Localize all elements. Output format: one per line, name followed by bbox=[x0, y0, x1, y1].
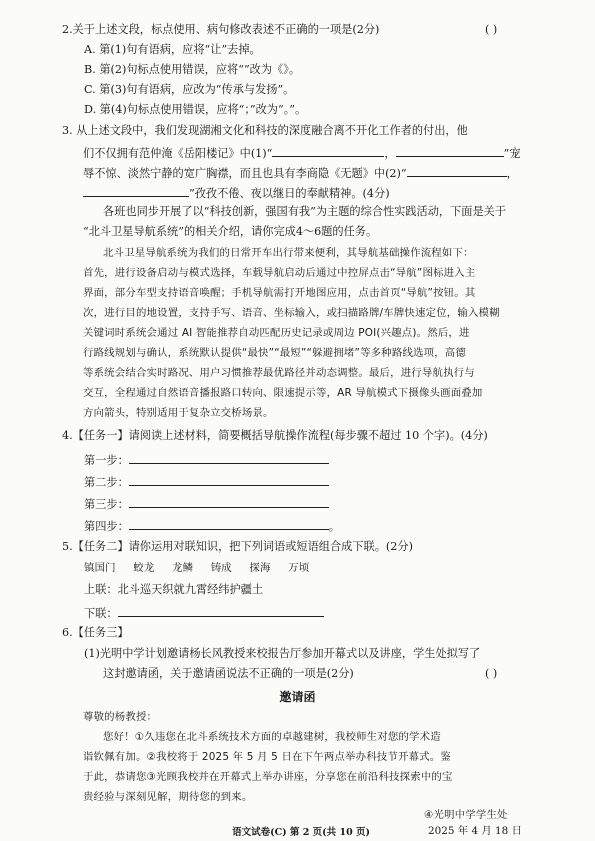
letter-greeting: 尊敬的杨教授： bbox=[83, 711, 158, 723]
q4-end-period: 。 bbox=[328, 520, 340, 533]
passage-line: 行路线规划与确认，系统默认提供“最快”“最短”“躲避拥堵”等多种路线选项，高德 bbox=[83, 347, 466, 359]
letter-body-line: 诣钦佩有加。②我校将于 2025 年 5 月 5 日在下午两点举办科技节开幕式。鉴 bbox=[83, 751, 451, 763]
q4-step-label: 第一步： bbox=[84, 454, 129, 467]
q5-word: 探海 bbox=[249, 562, 271, 574]
q4-step-label: 第四步： bbox=[84, 520, 129, 533]
q3-blank-1b bbox=[396, 145, 504, 157]
q4-step-2 bbox=[84, 474, 329, 488]
q2-stem: 2.关于上述文段，标点使用、病句修改表述不正确的一项是(2分) bbox=[62, 23, 380, 36]
q3-line3 bbox=[83, 165, 518, 179]
q3-line2 bbox=[83, 145, 521, 159]
q3-line4-text: ”孜孜不倦、夜以继日的奉献精神。(4分) bbox=[189, 187, 390, 200]
q3-line4 bbox=[83, 185, 390, 199]
q4-stem: 4.【任务一】请阅读上述材料，简要概括导航操作流程(每步骤不超过 10 个字)。(4分) bbox=[62, 429, 488, 442]
intro-line2: “北斗卫星导航系统”的相关介绍，请你完成4～6题的任务。 bbox=[83, 225, 378, 238]
q5-word: 万顷 bbox=[288, 562, 310, 574]
passage-line: 关键词时系统会通过 AI 智能推荐自动匹配历史记录或周边 POI(兴趣点)。然后，进 bbox=[83, 327, 470, 339]
letter-body-line: 贵经验与深刻见解，期待您的到来。 bbox=[83, 791, 253, 803]
q3-blank-2b bbox=[83, 185, 189, 197]
passage-line: 次，进行目的地设置，支持手写、语音、坐标输入，或扫描路牌/车牌快速定位，输入模糊 bbox=[83, 307, 500, 319]
letter-signature: ④光明中学学生处 bbox=[424, 809, 508, 821]
passage-line: 交互，全程通过自然语音播报路口转向、限速提示等，AR 导航模式下摄像头画面叠加 bbox=[83, 387, 483, 399]
q4-answer-line bbox=[129, 452, 329, 464]
q4-step-1 bbox=[84, 452, 329, 466]
q5-word-list bbox=[84, 563, 309, 573]
passage-line: 首先，进行设备启动与模式选择，车载导航启动后通过中控屏点击“导航”图标进入主 bbox=[83, 267, 476, 279]
q6-stem: 6.【任务三】 bbox=[62, 626, 129, 639]
passage-line: 北斗卫星导航系统为我们的日常开车出行带来便利，其导航基础操作流程如下： bbox=[103, 247, 474, 259]
q5-word: 铸成 bbox=[210, 562, 232, 574]
q3-line2-text: 们不仅拥有范仲淹《岳阳楼记》中(1)“ bbox=[83, 147, 273, 160]
q4-answer-line bbox=[129, 474, 329, 486]
q5-lower-label: 下联： bbox=[84, 607, 118, 620]
q3-line2-end: ”宠 bbox=[503, 147, 521, 160]
q4-step-4 bbox=[84, 518, 340, 532]
passage-line: 方向箭头，特别适用于复杂立交桥场景。 bbox=[83, 407, 274, 419]
passage-line: 等系统会结合实时路况、用户习惯推荐最优路径并动态调整。最后，进行导航执行与 bbox=[83, 367, 475, 379]
q2-option-d: D. 第(4)句标点使用错误，应将“；”改为“。”。 bbox=[84, 103, 307, 116]
q3-line3-text: 辱不惊、淡然宁静的宽广胸襟，而且也具有李商隐《无题》中(2)“ bbox=[83, 167, 407, 180]
letter-body-line: 于此，恭请您③光顾我校并在开幕式上举办讲座，分享您在前沿科技探索中的宝 bbox=[83, 771, 453, 783]
q3-line3-comma: ， bbox=[506, 167, 518, 180]
q6-answer-paren: ( ) bbox=[485, 667, 498, 680]
passage-line: 界面，部分车型支持语音唤醒；手机导航需打开地图应用，点击首页“导航”按钮。其 bbox=[83, 287, 476, 299]
q3-line2-comma: ， bbox=[384, 147, 396, 160]
letter-date: 2025 年 4 月 18 日 bbox=[428, 825, 522, 837]
intro-line1: 各班也同步开展了以“科技创新，强国有我”为主题的综合性实践活动，下面是关于 bbox=[103, 205, 507, 218]
q2-option-c: C. 第(3)句有语病，应改为“传承与发扬”。 bbox=[84, 83, 295, 96]
q2-answer-paren: ( ) bbox=[485, 23, 498, 36]
q5-lower-couplet bbox=[84, 605, 324, 619]
q4-step-label: 第二步： bbox=[84, 476, 129, 489]
q2-option-b: B. 第(2)句标点使用错误，应将“”改为《》。 bbox=[84, 63, 301, 76]
page-footer: 语文试卷(C) 第 2 页(共 10 页) bbox=[232, 827, 370, 838]
q4-step-label: 第三步： bbox=[84, 498, 129, 511]
q4-answer-line bbox=[129, 518, 329, 530]
q6-sub1-line1: (1)光明中学计划邀请杨长风教授来校报告厅参加开幕式以及讲座，学生处拟写了 bbox=[84, 647, 481, 660]
q5-answer-line bbox=[118, 605, 324, 617]
q4-step-3 bbox=[84, 496, 329, 510]
q5-stem: 5.【任务二】请你运用对联知识，把下列词语或短语组合成下联。(2分) bbox=[62, 540, 413, 553]
letter-body-line: 您好！①久违您在北斗系统技术方面的卓越建树，我校师生对您的学术造 bbox=[103, 731, 441, 743]
q2-option-a: A. 第(1)句有语病，应将“让”去掉。 bbox=[84, 43, 261, 56]
q6-sub1-line2: 这封邀请函，关于邀请函说法不正确的一项是(2分) bbox=[103, 667, 354, 680]
q3-line1: 3. 从上述文段中，我们发现湖湘文化和科技的深度融合离不开化工作者的付出，他 bbox=[62, 124, 468, 137]
letter-title: 邀请函 bbox=[279, 690, 316, 704]
q3-blank-1a bbox=[272, 145, 384, 157]
q5-word: 镇国门 bbox=[84, 562, 116, 574]
q3-blank-2a bbox=[407, 165, 507, 177]
q5-upper-couplet: 上联：北斗巡天织就九霄经纬护疆土 bbox=[84, 583, 264, 596]
q4-answer-line bbox=[129, 496, 329, 508]
q5-word: 龙鳞 bbox=[172, 562, 194, 574]
q5-word: 蛟龙 bbox=[133, 562, 155, 574]
